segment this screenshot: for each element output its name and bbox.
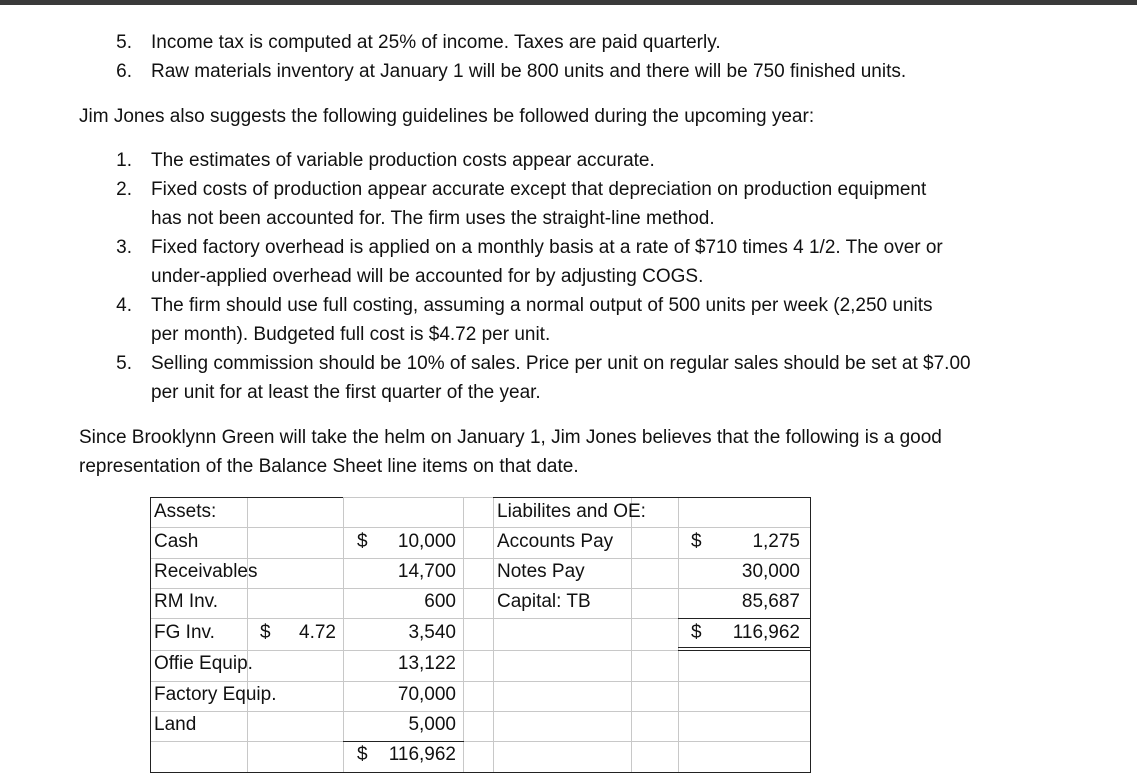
grid-line (463, 497, 464, 773)
asset-amount: 14,700 (397, 561, 456, 582)
asset-label: Cash (154, 531, 199, 552)
currency-sign: $ (691, 622, 702, 643)
list-item-text-cont: under-applied overhead will be accounted for by adjusting COGS. (151, 266, 704, 287)
rule-line (150, 497, 151, 773)
paragraph: representation of the Balance Sheet line items on that date. (79, 456, 579, 477)
unit-cost: 4.72 (299, 622, 336, 643)
list-item-text: The firm should use full costing, assuming a normal output of 500 units per week (2,250 units (151, 295, 933, 316)
liability-label: Capital: TB (497, 591, 591, 612)
asset-label: Offie Equip. (154, 653, 253, 674)
rule-line (150, 772, 811, 773)
asset-label: RM Inv. (154, 591, 219, 612)
list-item-text: Fixed costs of production appear accurate except that depreciation on production equipment (151, 179, 927, 200)
list-number: 3. (116, 237, 132, 258)
list-item-text: The estimates of variable production costs appear accurate. (151, 150, 655, 171)
list-item-text: Selling commission should be 10% of sales. Price per unit on regular sales should be set at $7.00 (151, 353, 971, 374)
paragraph: Jim Jones also suggests the following guidelines be followed during the upcoming year: (79, 106, 815, 127)
list-number: 5. (116, 32, 132, 53)
balance-sheet-table (150, 497, 811, 773)
liability-amount: 1,275 (752, 531, 800, 552)
list-item-text-cont: per unit for at least the first quarter of the year. (151, 382, 541, 403)
list-item-text: Raw materials inventory at January 1 will be 800 units and there will be 750 finished units. (151, 61, 907, 82)
liability-label: Accounts Pay (497, 531, 614, 552)
list-item-text: Fixed factory overhead is applied on a monthly basis at a rate of $710 times 4 1/2. The over or (151, 237, 943, 258)
list-item-text: Income tax is computed at 25% of income. Taxes are paid quarterly. (151, 32, 721, 53)
grid-line (493, 497, 494, 773)
asset-amount: 5,000 (408, 714, 456, 735)
asset-amount: 10,000 (397, 531, 456, 552)
rule-line (810, 497, 811, 773)
currency-sign: $ (357, 531, 368, 552)
asset-label: Land (154, 714, 197, 735)
asset-amount: 3,540 (408, 622, 456, 643)
asset-amount: 600 (424, 591, 456, 612)
list-item-text-cont: has not been accounted for. The firm uses the straight-line method. (151, 208, 715, 229)
liabilities-header: Liabilites and OE: (497, 501, 646, 522)
top-border (0, 0, 1137, 5)
assets-header: Assets: (154, 501, 217, 522)
paragraph: Since Brooklynn Green will take the helm on January 1, Jim Jones believes that the following is a good (79, 427, 942, 448)
list-number: 1. (116, 150, 132, 171)
asset-amount: 70,000 (397, 684, 456, 705)
grid-line (631, 497, 632, 773)
currency-sign: $ (691, 531, 702, 552)
assets-total: 116,962 (388, 744, 456, 765)
grid-line (678, 497, 679, 773)
asset-amount: 13,122 (397, 653, 456, 674)
liabilities-total: 116,962 (732, 622, 800, 643)
asset-label: FG Inv. (154, 622, 215, 643)
asset-label: Receivables (154, 561, 258, 582)
list-item-text-cont: per month). Budgeted full cost is $4.72 per unit. (151, 324, 551, 345)
currency-sign: $ (260, 622, 271, 643)
list-number: 6. (116, 61, 132, 82)
asset-label: Factory Equip. (154, 684, 277, 705)
liability-amount: 30,000 (741, 561, 800, 582)
liability-label: Notes Pay (497, 561, 585, 582)
list-number: 5. (116, 353, 132, 374)
list-number: 2. (116, 179, 132, 200)
currency-sign: $ (357, 744, 368, 765)
grid-line (247, 497, 248, 773)
liability-amount: 85,687 (741, 591, 800, 612)
grid-line (150, 711, 811, 712)
list-number: 4. (116, 295, 132, 316)
grid-line (150, 741, 811, 742)
